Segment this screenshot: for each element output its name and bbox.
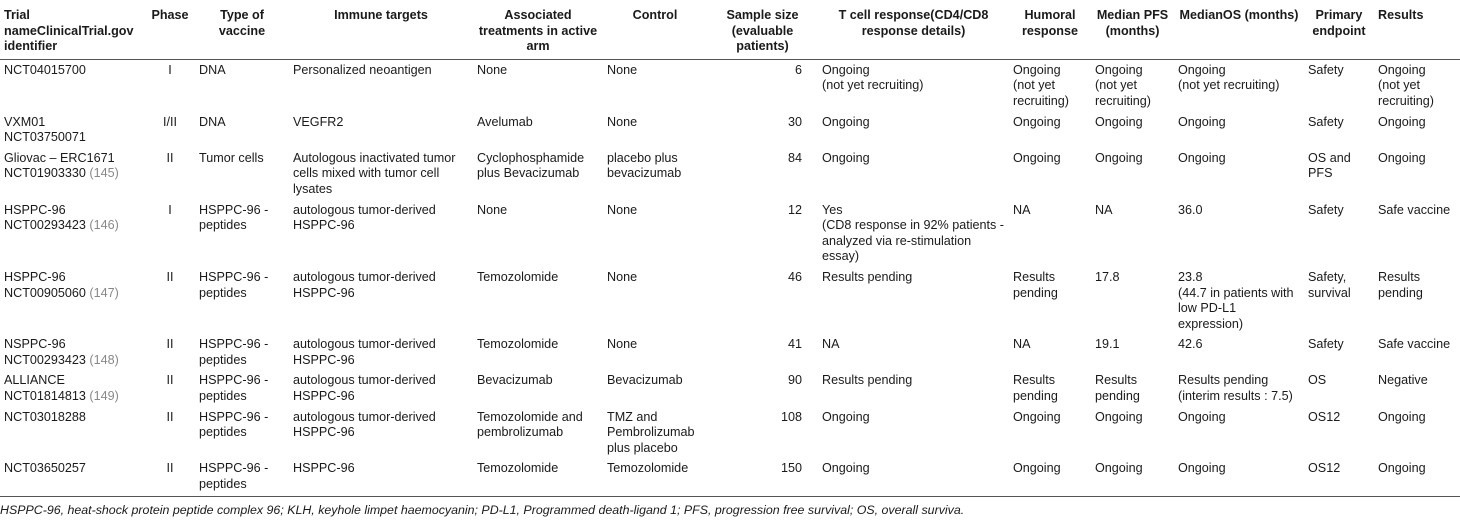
cell-phase [145,112,195,148]
cell-sample-size-text: 30 [787,114,802,129]
cell-associated-treatments [473,407,603,459]
table-row [0,148,1460,200]
cell-sample-size [707,407,818,459]
cell-immune-targets-text: autologous tumor-derived HSPPC-96 [293,409,436,440]
cell-humoral-response-text: Ongoing [1013,114,1061,129]
cell-sample-size [707,59,818,111]
cell-phase-text: I [168,62,172,77]
trial-name: Gliovac – ERC1671 [4,150,115,165]
cell-associated-treatments [473,458,603,494]
cell-associated-treatments-text: Bevacizumab [477,373,553,388]
cell-immune-targets-text: autologous tumor-derived HSPPC-96 [293,373,436,404]
cell-median-pfs-text: 19.1 [1095,337,1120,352]
cell-sample-size-text: 6 [794,62,802,77]
trial-name: ALLIANCE [4,373,65,388]
cell-tcell-response-text: Ongoing [822,150,870,165]
cell-primary-endpoint-text: Safety, survival [1308,269,1351,300]
cell-control-text: placebo plus bevacizumab [607,150,682,181]
trial-identifier: NCT00905060 [4,285,86,300]
cell-median-pfs [1091,334,1174,370]
cell-trial [0,370,145,406]
cell-associated-treatments [473,370,603,406]
cell-immune-targets-text: HSPPC-96 [293,461,355,476]
cell-immune-targets-text: autologous tumor-derived HSPPC-96 [293,337,436,367]
cell-median-os-text: Ongoing [1178,409,1226,424]
cell-control [603,148,707,200]
cell-humoral-response [1009,458,1091,494]
cell-results [1374,334,1460,370]
cell-immune-targets-text: Personalized neoantigen [293,62,432,77]
cell-median-os [1174,112,1304,148]
cell-primary-endpoint-text: OS12 [1308,409,1341,424]
cell-tcell-response [818,59,1009,111]
table-row [0,267,1460,334]
cell-control-text: Bevacizumab [607,373,683,388]
cell-primary-endpoint [1304,267,1374,334]
cell-humoral-response-text: Ongoing [1013,461,1061,476]
cell-results-text: Ongoing [1378,461,1426,476]
cell-primary-endpoint [1304,200,1374,267]
trial-name: VXM01 [4,114,46,129]
cell-vaccine-type [195,407,289,459]
header-tcell-response: T cell response(CD4/CD8 response details) [818,0,1009,59]
cell-median-pfs-text: Ongoing [1095,150,1143,165]
cell-median-os-text: Results pending [1178,373,1269,388]
cell-results [1374,458,1460,494]
cell-tcell-response [818,200,1009,267]
cell-trial [0,407,145,459]
cell-associated-treatments-text: None [477,202,508,217]
trial-name: NCT04015700 [4,62,86,77]
cell-sample-size-text: 12 [787,202,802,217]
cell-associated-treatments-text: Temozolomide and pembrolizumab [477,409,583,440]
cell-median-os [1174,200,1304,267]
table-header-row [0,0,1460,59]
cell-immune-targets [289,267,473,334]
cell-primary-endpoint [1304,407,1374,459]
cell-immune-targets [289,200,473,267]
cell-sample-size-text: 41 [787,337,802,352]
cell-control-text: None [607,269,638,284]
cell-median-os-text: (interim results : 7.5) [1178,389,1293,404]
cell-vaccine-type-text: HSPPC-96 -peptides [199,202,269,233]
cell-vaccine-type-text: Tumor cells [199,150,264,165]
cell-tcell-response [818,370,1009,406]
cell-median-pfs-text: (not yet recruiting) [1095,78,1151,108]
cell-trial [0,148,145,200]
cell-median-os-text: (not yet recruiting) [1178,78,1280,93]
cell-median-os-text: Ongoing [1178,114,1226,129]
cell-tcell-response [818,112,1009,148]
cell-results-text: Safe vaccine [1378,202,1451,217]
cell-control [603,200,707,267]
header-trial: Trial nameClinicalTrial.gov identifier [0,0,145,59]
cell-tcell-response [818,334,1009,370]
cell-median-pfs [1091,267,1174,334]
header-immune-targets: Immune targets [289,0,473,59]
cell-results-text: Negative [1378,373,1428,388]
cell-primary-endpoint [1304,370,1374,406]
trial-identifier: NCT01903330 [4,166,86,181]
cell-tcell-response [818,407,1009,459]
cell-humoral-response-text: Results pending [1013,269,1058,300]
cell-control [603,458,707,494]
reference-link[interactable]: (149) [89,389,119,404]
cell-immune-targets-text: Autologous inactivated tumor cells mixed with tumor cell lysates [293,150,456,196]
cell-immune-targets [289,148,473,200]
cell-trial [0,59,145,111]
header-phase: Phase [145,0,195,59]
cell-median-os-text: Ongoing [1178,461,1226,476]
cell-primary-endpoint-text: Safety [1308,202,1344,217]
cell-associated-treatments-text: Temozolomide [477,461,559,476]
cell-median-os [1174,59,1304,111]
cell-median-os-text: (44.7 in patients with low PD-L1 expression) [1178,285,1294,331]
cell-control [603,267,707,334]
cell-tcell-response-text: NA [822,337,840,352]
cell-tcell-response [818,148,1009,200]
cell-vaccine-type-text: HSPPC-96 -peptides [199,269,269,300]
cell-primary-endpoint-text: OS and PFS [1308,150,1351,181]
cell-primary-endpoint [1304,148,1374,200]
trial-identifier: NCT03750071 [4,130,86,145]
header-control: Control [603,0,707,59]
cell-phase-text: II [166,269,174,284]
header-results: Results [1374,0,1460,59]
cell-vaccine-type-text: HSPPC-96 -peptides [199,461,269,492]
cell-humoral-response-text: Ongoing [1013,62,1061,77]
cell-sample-size [707,112,818,148]
cell-sample-size-text: 84 [787,150,802,165]
reference-link[interactable]: (145) [89,166,119,181]
header-median-os: MedianOS (months) [1174,0,1304,59]
cell-humoral-response-text: (not yet recruiting) [1013,78,1069,108]
cell-sample-size [707,334,818,370]
cell-sample-size [707,370,818,406]
cell-phase [145,370,195,406]
cell-median-pfs [1091,370,1174,406]
cell-results-text: Ongoing [1378,114,1426,129]
cell-results-text: Results pending [1378,269,1423,300]
cell-median-os [1174,458,1304,494]
cell-immune-targets [289,370,473,406]
cell-humoral-response-text: NA [1013,337,1031,352]
cell-tcell-response-text: Ongoing [822,62,870,77]
cell-phase-text: II [166,461,174,476]
cell-phase-text: II [166,409,174,424]
cell-humoral-response [1009,407,1091,459]
cell-immune-targets [289,458,473,494]
cell-results [1374,370,1460,406]
cell-immune-targets-text: autologous tumor-derived HSPPC-96 [293,269,436,300]
cell-phase [145,200,195,267]
cell-primary-endpoint [1304,458,1374,494]
cell-phase-text: II [166,150,174,165]
cell-sample-size-text: 90 [787,373,802,388]
cell-tcell-response-text: (CD8 response in 92% patients - analyzed via re-stimulation essay) [822,218,1005,264]
cell-median-pfs-text: Results pending [1095,373,1140,404]
cell-associated-treatments-text: None [477,62,508,77]
cell-sample-size-text: 108 [780,409,802,424]
table-row [0,200,1460,267]
cell-median-pfs [1091,148,1174,200]
cell-control [603,59,707,111]
cell-median-pfs-text: NA [1095,202,1113,217]
cell-humoral-response-text: Results pending [1013,373,1058,404]
table-footnote: HSPPC-96, heat-shock protein peptide complex 96; KLH, keyhole limpet haemocyanin; PD-L1, Programmed death-ligand 1; PFS, progression free survival; OS, overall surviva. [0,496,1460,518]
cell-phase [145,267,195,334]
header-associated-treatments: Associated treatments in active arm [473,0,603,59]
cell-control [603,334,707,370]
trial-identifier: NCT01814813 [4,389,86,404]
cell-humoral-response-text: Ongoing [1013,409,1061,424]
cell-results-text: Ongoing [1378,409,1426,424]
cell-trial [0,112,145,148]
cell-humoral-response-text: NA [1013,202,1031,217]
cell-control-text: None [607,114,638,129]
cell-median-os [1174,370,1304,406]
cell-median-pfs [1091,200,1174,267]
cell-control [603,370,707,406]
cell-humoral-response [1009,112,1091,148]
cell-primary-endpoint [1304,59,1374,111]
cell-phase-text: I [168,202,172,217]
cell-control-text: TMZ and Pembrolizumab plus placebo [607,409,695,455]
cell-results [1374,407,1460,459]
cell-median-pfs-text: Ongoing [1095,409,1143,424]
cell-median-pfs [1091,407,1174,459]
cell-median-os-text: Ongoing [1178,62,1226,77]
cell-results-text: Ongoing [1378,150,1426,165]
cell-results-text: Ongoing [1378,62,1426,77]
cell-primary-endpoint-text: Safety [1308,62,1344,77]
cell-associated-treatments [473,200,603,267]
cell-trial [0,200,145,267]
table-row [0,458,1460,494]
cell-primary-endpoint-text: Safety [1308,337,1344,352]
cell-median-os [1174,334,1304,370]
cell-control-text: Temozolomide [607,461,689,476]
cell-sample-size [707,267,818,334]
cell-median-pfs-text: Ongoing [1095,114,1143,129]
table-body [0,59,1460,494]
reference-link[interactable]: (148) [89,352,119,367]
cell-vaccine-type [195,59,289,111]
cell-control-text: None [607,62,638,77]
cell-phase [145,458,195,494]
cell-sample-size [707,148,818,200]
cell-results [1374,200,1460,267]
cell-vaccine-type-text: HSPPC-96 -peptides [199,409,269,440]
cell-sample-size-text: 46 [787,269,802,284]
cell-immune-targets [289,59,473,111]
cell-tcell-response-text: Ongoing [822,409,870,424]
cell-median-os-text: 23.8 [1178,269,1203,284]
cell-sample-size [707,458,818,494]
cell-tcell-response [818,458,1009,494]
reference-link[interactable]: (147) [89,285,119,300]
cell-humoral-response-text: Ongoing [1013,150,1061,165]
cell-primary-endpoint-text: OS [1308,373,1327,388]
cell-humoral-response [1009,200,1091,267]
cell-associated-treatments-text: Avelumab [477,114,533,129]
cell-results [1374,59,1460,111]
cell-humoral-response [1009,267,1091,334]
cell-vaccine-type [195,200,289,267]
cell-tcell-response-text: Results pending [822,269,913,284]
cell-phase [145,334,195,370]
cell-control-text: None [607,202,638,217]
cell-median-pfs-text: 17.8 [1095,269,1120,284]
cell-control [603,407,707,459]
cell-immune-targets [289,407,473,459]
cell-vaccine-type [195,370,289,406]
cell-median-os-text: Ongoing [1178,150,1226,165]
cell-median-os [1174,267,1304,334]
cell-phase-text: II [166,337,174,352]
cell-immune-targets-text: autologous tumor-derived HSPPC-96 [293,202,436,233]
cell-trial [0,458,145,494]
cell-results [1374,112,1460,148]
cell-humoral-response [1009,334,1091,370]
header-primary-endpoint: Primary endpoint [1304,0,1374,59]
cell-primary-endpoint [1304,112,1374,148]
table-row [0,59,1460,111]
cell-median-os [1174,148,1304,200]
trial-identifier: NCT00293423 [4,218,86,233]
cell-tcell-response-text: (not yet recruiting) [822,78,924,93]
cell-vaccine-type-text: DNA [199,114,226,129]
trial-name: HSPPC-96 [4,202,66,217]
cell-median-pfs-text: Ongoing [1095,461,1143,476]
cell-immune-targets [289,334,473,370]
cell-phase [145,407,195,459]
cell-associated-treatments-text: Temozolomide [477,337,559,352]
cell-vaccine-type [195,112,289,148]
cell-vaccine-type-text: DNA [199,62,226,77]
cell-tcell-response-text: Ongoing [822,461,870,476]
cell-sample-size [707,200,818,267]
cell-vaccine-type [195,267,289,334]
cell-median-os-text: 36.0 [1178,202,1203,217]
table-row [0,112,1460,148]
table-row [0,334,1460,370]
cell-primary-endpoint-text: OS12 [1308,461,1341,476]
header-humoral-response: Humoral response [1009,0,1091,59]
cell-associated-treatments [473,148,603,200]
table-row [0,407,1460,459]
cell-tcell-response-text: Ongoing [822,114,870,129]
cell-associated-treatments [473,112,603,148]
trial-name: NCT03018288 [4,409,86,424]
reference-link[interactable]: (146) [89,218,119,233]
cell-vaccine-type-text: HSPPC-96 -peptides [199,373,269,404]
cell-humoral-response [1009,370,1091,406]
table-row [0,370,1460,406]
cell-associated-treatments-text: Cyclophosphamide plus Bevacizumab [477,150,585,181]
header-sample-size: Sample size (evaluable patients) [707,0,818,59]
cell-results-text: (not yet recruiting) [1378,78,1434,108]
cell-control-text: None [607,337,638,352]
header-vaccine-type: Type of vaccine [195,0,289,59]
cell-control [603,112,707,148]
cell-phase [145,148,195,200]
cell-tcell-response-text: Results pending [822,373,913,388]
cell-median-pfs [1091,112,1174,148]
cell-humoral-response [1009,148,1091,200]
cell-phase [145,59,195,111]
cell-vaccine-type [195,148,289,200]
trial-identifier: NCT00293423 [4,352,86,367]
cell-results-text: Safe vaccine [1378,337,1451,352]
cell-associated-treatments [473,334,603,370]
cell-phase-text: I/II [163,114,177,129]
cell-tcell-response-text: Yes [822,202,843,217]
cell-results [1374,148,1460,200]
cell-humoral-response [1009,59,1091,111]
cell-vaccine-type-text: HSPPC-96 -peptides [199,337,269,367]
cell-trial [0,334,145,370]
cell-vaccine-type [195,334,289,370]
cell-median-os-text: 42.6 [1178,337,1203,352]
cell-primary-endpoint-text: Safety [1308,114,1344,129]
cell-median-pfs [1091,458,1174,494]
trial-name: NCT03650257 [4,461,86,476]
cell-results [1374,267,1460,334]
cell-vaccine-type [195,458,289,494]
cell-median-os [1174,407,1304,459]
header-median-pfs: Median PFS (months) [1091,0,1174,59]
trial-name: NSPPC-96 [4,337,66,352]
trial-name: HSPPC-96 [4,269,66,284]
cell-immune-targets [289,112,473,148]
cell-primary-endpoint [1304,334,1374,370]
cell-associated-treatments-text: Temozolomide [477,269,559,284]
cell-median-pfs [1091,59,1174,111]
cell-associated-treatments [473,267,603,334]
cell-immune-targets-text: VEGFR2 [293,114,344,129]
cell-tcell-response [818,267,1009,334]
cell-sample-size-text: 150 [780,461,802,476]
cell-trial [0,267,145,334]
cell-associated-treatments [473,59,603,111]
cell-phase-text: II [166,373,174,388]
cell-median-pfs-text: Ongoing [1095,62,1143,77]
